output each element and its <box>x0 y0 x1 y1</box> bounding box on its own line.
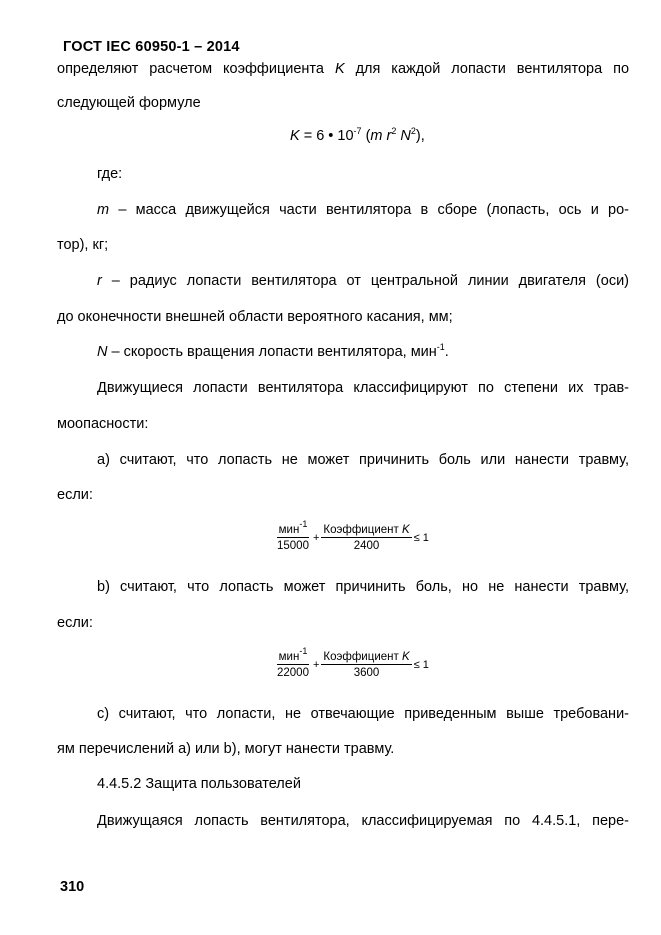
numerator <box>277 519 310 538</box>
definition-n <box>97 343 449 361</box>
fraction <box>321 524 411 552</box>
paragraph-line: тор), кг; <box>57 237 109 253</box>
denominator: 3600 <box>353 667 380 679</box>
formula-text: мин <box>278 524 300 536</box>
definition-r <box>97 272 629 290</box>
variable-n: N <box>97 344 108 360</box>
paragraph-line: если: <box>57 487 93 503</box>
section-heading: 4.4.5.2 Защита пользователей <box>97 776 301 792</box>
paragraph-line: моопасности: <box>57 416 149 432</box>
exponent: -1 <box>299 519 308 529</box>
formula-a <box>275 519 431 552</box>
formula-text: мин <box>278 651 300 663</box>
relation: ≤ 1 <box>413 532 429 544</box>
item-a: a) считают, что лопасть не может причинить боль или нанести травму, <box>97 452 629 468</box>
paragraph-line: следующей формуле <box>57 95 201 111</box>
formula-text: Коэффициент <box>323 524 399 536</box>
variable-k: K <box>290 128 300 144</box>
text-span: для каждой лопасти вентилятора по <box>355 61 630 77</box>
denominator: 22000 <box>277 667 309 679</box>
numerator <box>321 651 411 665</box>
exponent: -1 <box>436 342 445 352</box>
item-b: b) считают, что лопасть может причинить боль, но не нанести травму, <box>97 579 629 595</box>
text-span: определяют расчетом коэффициента <box>57 61 324 77</box>
variable-r: r <box>97 273 102 289</box>
variable-k: K <box>401 651 410 663</box>
fraction <box>275 646 311 679</box>
page-number: 310 <box>60 879 85 895</box>
text-span: . <box>444 344 449 360</box>
paragraph-line: если: <box>57 615 93 631</box>
where-label: где: <box>97 166 123 182</box>
paragraph-line: до оконечности внешней области вероятного касания, мм; <box>57 309 453 325</box>
paragraph-line: Движущаяся лопасть вентилятора, классифицируемая по 4.4.5.1, пере- <box>97 813 629 829</box>
exponent: -1 <box>299 646 308 656</box>
formula-text: ( <box>361 128 371 144</box>
fraction <box>321 651 411 679</box>
paragraph-line: Движущиеся лопасти вентилятора классифицируют по степени их трав- <box>97 380 629 396</box>
formula-text: Коэффициент <box>323 651 399 663</box>
text-span: – скорость вращения лопасти вентилятора, мин <box>107 344 437 360</box>
formula-b <box>275 646 431 679</box>
denominator: 15000 <box>277 540 309 552</box>
item-c: c) считают, что лопасти, не отвечающие приведенным выше требовани- <box>97 706 629 722</box>
exponent: 2 <box>391 126 397 136</box>
variable-m: m <box>97 202 110 218</box>
fraction <box>275 519 311 552</box>
variable-n: N <box>400 128 411 144</box>
definition-m <box>97 201 629 219</box>
formula-text: ), <box>415 128 425 144</box>
relation: ≤ 1 <box>413 659 429 671</box>
plus-sign: + <box>312 532 320 544</box>
text-span: – радиус лопасти вентилятора от центральной линии двигателя (оси) <box>101 273 629 289</box>
variable-k: K <box>334 61 345 77</box>
variable-k: K <box>401 524 410 536</box>
variable-mr: m r <box>370 128 392 144</box>
numerator <box>321 524 411 538</box>
exponent: -7 <box>353 126 362 136</box>
denominator: 2400 <box>353 540 380 552</box>
plus-sign: + <box>312 659 320 671</box>
formula-k <box>290 128 425 144</box>
paragraph-line <box>57 60 629 78</box>
numerator <box>277 646 310 665</box>
text-span: – масса движущейся части вентилятора в сборе (лопасть, ось и ро- <box>109 202 629 218</box>
exponent: 2 <box>410 126 416 136</box>
formula-text: = 6 • 10 <box>299 128 354 144</box>
document-header: ГОСТ IEC 60950-1 – 2014 <box>63 39 240 55</box>
paragraph-line: ям перечислений a) или b), могут нанести травму. <box>57 741 395 757</box>
